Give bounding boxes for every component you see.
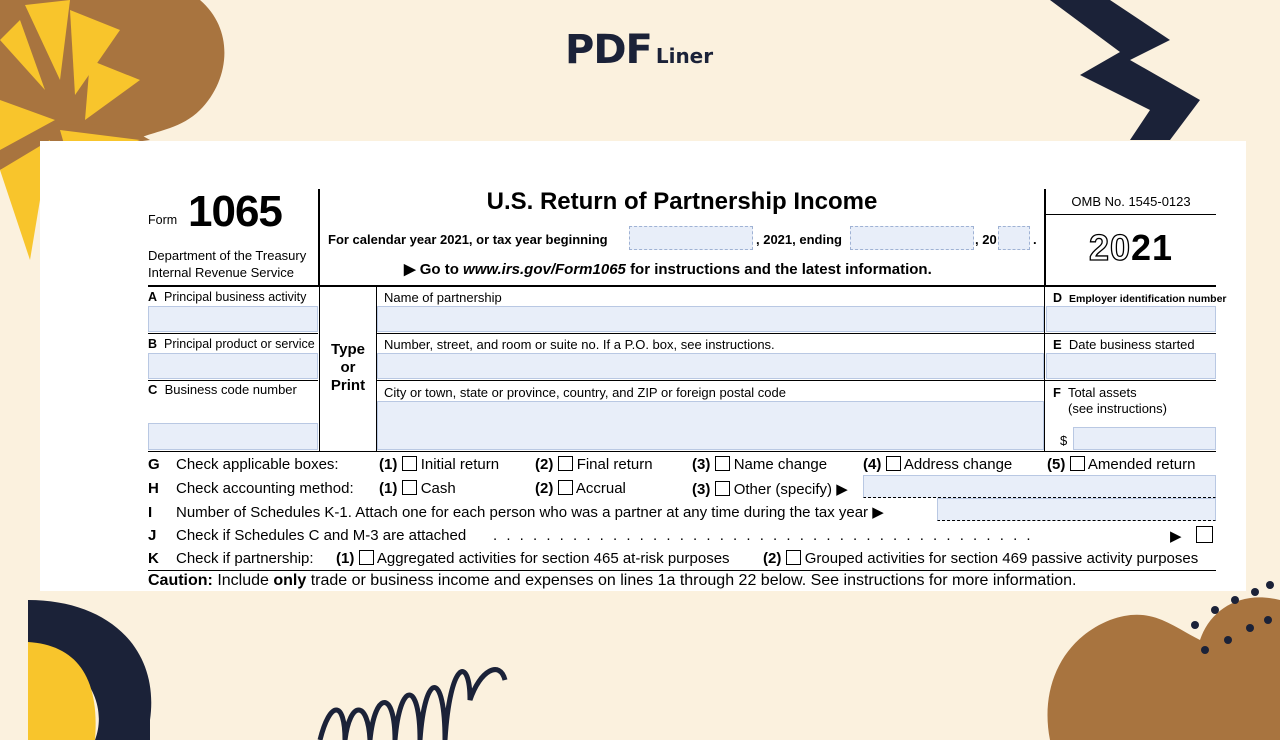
h2-label: Accrual: [575, 480, 626, 497]
line-k-letter: K: [148, 550, 159, 567]
field-d-label: D Employer identification number: [1053, 291, 1227, 305]
city-state-zip-input[interactable]: [377, 401, 1044, 450]
ending-text: , 2021, ending: [756, 232, 842, 247]
h-option-3[interactable]: [692, 480, 848, 498]
amended-return-checkbox[interactable]: [1070, 456, 1085, 471]
field-b-label: B Principal product or service: [148, 337, 315, 351]
name-change-checkbox[interactable]: [715, 456, 730, 471]
line-k-label: Check if partnership:: [176, 550, 314, 567]
g4-label: Address change: [903, 456, 1013, 473]
principal-business-activity-input[interactable]: [148, 306, 318, 332]
final-return-checkbox[interactable]: [558, 456, 573, 471]
logo-sub: Liner: [655, 44, 714, 68]
goto-url[interactable]: www.irs.gov/Form1065: [463, 261, 626, 278]
line-j-letter: J: [148, 527, 157, 544]
line-i: [148, 503, 884, 521]
or-label: or: [340, 359, 356, 376]
line-j-arrow: ▶: [1170, 528, 1182, 545]
g4-num: (4): [863, 456, 882, 473]
period: .: [1033, 232, 1037, 247]
g-option-4[interactable]: [863, 456, 1012, 473]
k-option-1[interactable]: [336, 550, 730, 567]
h2-num: (2): [535, 480, 554, 497]
k1-label: Aggregated activities for section 465 at-risk purposes: [376, 550, 730, 567]
rule-street: [377, 380, 1216, 381]
field-c-label: C Business code number: [148, 382, 297, 397]
k1-count-input[interactable]: [937, 498, 1216, 521]
dept-line1: Department of the Treasury: [148, 248, 307, 263]
line-h-letter: H: [148, 480, 159, 497]
g1-num: (1): [379, 456, 398, 473]
field-f-label: F Total assets: [1053, 385, 1137, 400]
g-option-1[interactable]: [379, 456, 499, 473]
business-code-input[interactable]: [148, 423, 318, 450]
ein-input[interactable]: [1046, 306, 1216, 332]
other-method-checkbox[interactable]: [715, 481, 730, 496]
type-label: Type: [331, 341, 365, 358]
goto-suffix: for instructions and the latest information.: [630, 261, 932, 278]
g5-label: Amended return: [1087, 456, 1196, 473]
rule-name: [377, 333, 1216, 334]
goto-line: [404, 260, 932, 278]
g5-num: (5): [1047, 456, 1066, 473]
header-bottom-rule: [148, 285, 1216, 287]
form-number: 1065: [188, 187, 282, 236]
line-j: [148, 527, 466, 544]
accrual-checkbox[interactable]: [558, 480, 573, 495]
type-or-print: [320, 341, 376, 395]
navy-zigzag-shape: [1050, 0, 1200, 140]
brown-leaf-shape-right: [1048, 597, 1280, 740]
line-j-dots: . . . . . . . . . . . . . . . . . . . . . . . . . . . . . . . . . . . . . . . . .: [493, 527, 1034, 544]
print-label: Print: [330, 377, 366, 394]
form-title: U.S. Return of Partnership Income: [486, 188, 878, 215]
date-started-input[interactable]: [1046, 353, 1216, 379]
caution-label: Caution:: [148, 572, 213, 589]
g2-label: Final return: [576, 456, 653, 473]
caution-text2: trade or business income and expenses on lines 1a through 22 below. See instructions for more information.: [310, 572, 1077, 589]
h-option-1[interactable]: [379, 480, 456, 497]
line-i-letter: I: [148, 504, 153, 521]
g-option-5[interactable]: [1047, 456, 1195, 473]
k1-num: (1): [336, 550, 355, 567]
partnership-name-input[interactable]: [377, 306, 1044, 332]
line-i-label: Number of Schedules K-1. Attach one for each person who was a partner at any time during the tax year ▶: [176, 504, 884, 521]
dollar-sign: $: [1060, 433, 1068, 448]
grouped-activities-checkbox[interactable]: [786, 550, 801, 565]
form-prefix: Form: [148, 213, 178, 227]
year-prefix: , 20: [975, 232, 997, 247]
tax-year-display: [1046, 227, 1216, 269]
line-k: [148, 550, 314, 567]
schedules-cm3-checkbox[interactable]: [1196, 526, 1213, 543]
caution-text1: Include: [217, 572, 269, 589]
line-h-label: Check accounting method:: [176, 480, 354, 497]
entity-divider-3: [1044, 286, 1045, 451]
h3-label: Other (specify) ▶: [733, 481, 848, 498]
g-option-3[interactable]: [692, 456, 827, 473]
h-option-2[interactable]: [535, 480, 626, 497]
tax-year-end-input[interactable]: [850, 226, 974, 250]
caution-top-rule: [148, 570, 1216, 571]
caution-only: only: [273, 572, 307, 589]
pdfliner-logo: [565, 27, 714, 73]
year-light: 20: [1088, 227, 1131, 268]
entity-bottom-rule: [148, 451, 1216, 452]
principal-product-input[interactable]: [148, 353, 318, 379]
k-option-2[interactable]: [763, 550, 1198, 567]
h1-num: (1): [379, 480, 398, 497]
k2-num: (2): [763, 550, 782, 567]
aggregated-activities-checkbox[interactable]: [359, 550, 374, 565]
field-f-sublabel: (see instructions): [1068, 401, 1167, 416]
g-option-2[interactable]: [535, 456, 653, 473]
line-g-letter: G: [148, 456, 160, 473]
g2-num: (2): [535, 456, 554, 473]
form-paper: [40, 141, 1246, 591]
address-change-checkbox[interactable]: [886, 456, 901, 471]
caution-line: [148, 572, 1077, 590]
rule-a: [148, 333, 318, 334]
street-label: Number, street, and room or suite no. If a P.O. box, see instructions.: [384, 337, 775, 352]
line-g: [148, 456, 339, 473]
calendar-text: For calendar year 2021, or tax year beginning: [328, 232, 608, 247]
initial-return-checkbox[interactable]: [402, 456, 417, 471]
rule-b: [148, 380, 318, 381]
line-j-label: Check if Schedules C and M-3 are attached: [176, 527, 467, 544]
g3-label: Name change: [733, 456, 828, 473]
navy-squiggle-shape: [320, 670, 505, 740]
dept-line2: Internal Revenue Service: [148, 265, 294, 280]
line-g-label: Check applicable boxes:: [176, 456, 339, 473]
k2-label: Grouped activities for section 469 passive activity purposes: [804, 550, 1199, 567]
other-method-input[interactable]: [863, 475, 1216, 498]
omb-number: OMB No. 1545-0123: [1071, 194, 1191, 209]
name-label: Name of partnership: [384, 290, 502, 305]
city-label: City or town, state or province, country, and ZIP or foreign postal code: [384, 385, 786, 400]
line-h: [148, 480, 354, 497]
h3-num: (3): [692, 481, 711, 498]
cash-checkbox[interactable]: [402, 480, 417, 495]
g3-num: (3): [692, 456, 711, 473]
logo-main: PDF: [565, 27, 652, 73]
tax-year-begin-input[interactable]: [629, 226, 753, 250]
omb-underline: [1046, 214, 1216, 215]
total-assets-input[interactable]: [1073, 427, 1216, 450]
field-e-label: E Date business started: [1053, 337, 1195, 352]
g1-label: Initial return: [420, 456, 500, 473]
street-address-input[interactable]: [377, 353, 1044, 379]
field-a-label: A Principal business activity: [148, 290, 307, 304]
arrow-icon: ▶: [404, 261, 416, 278]
year-bold: 21: [1131, 227, 1174, 268]
tax-year-suffix-input[interactable]: [998, 226, 1030, 250]
goto-prefix: Go to: [419, 261, 459, 278]
h1-label: Cash: [420, 480, 456, 497]
